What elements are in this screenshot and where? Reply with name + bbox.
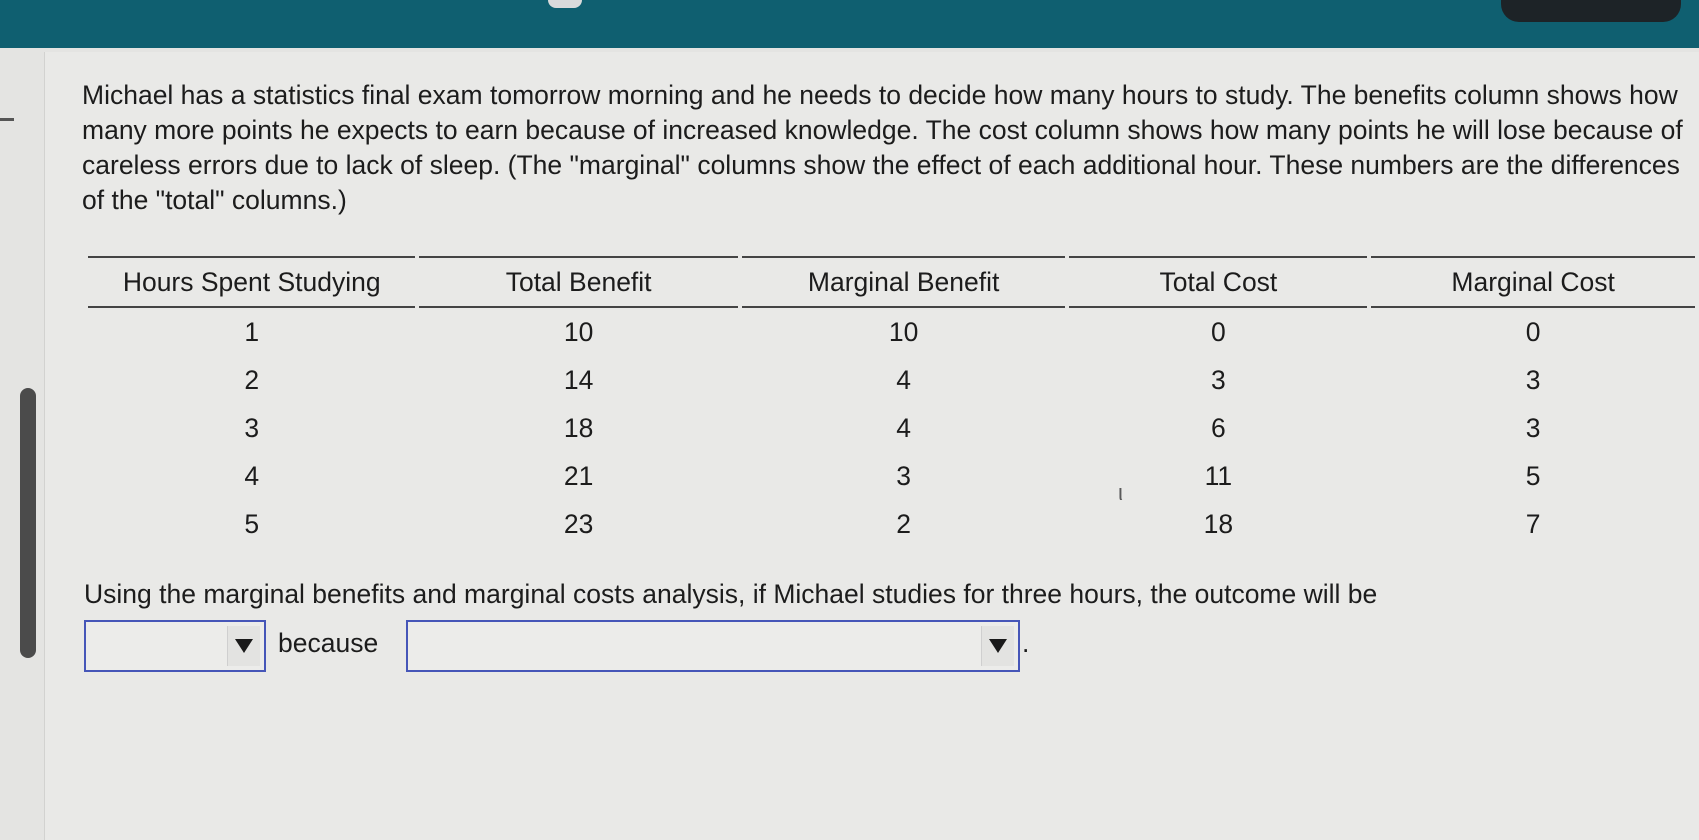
cell-total-cost: 11 <box>1204 460 1233 491</box>
header-marginal-cost: Marginal Cost <box>1371 256 1695 308</box>
header-notch <box>548 0 582 8</box>
table-row <box>88 356 1695 404</box>
cell-total-cost: 18 <box>1203 508 1234 539</box>
triangle-down-icon[interactable] <box>227 626 260 666</box>
sentence-period: . <box>1022 628 1030 658</box>
cell-total-benefit: 10 <box>563 316 594 347</box>
triangle-down-icon[interactable] <box>981 626 1014 666</box>
header-hours-spent-studying: Hours Spent Studying <box>88 256 415 308</box>
table-row <box>88 404 1695 452</box>
cell-marginal-cost: 7 <box>1525 508 1541 539</box>
question-text: Michael has a statistics final exam tomorrow morning and he needs to decide how many hours to study. The benefits column shows how many more points he expects to earn because of increased knowledge. The cost column shows how many points he will lose because of careless errors due to lack of sleep. (The "marginal" columns show the effect of each additional hour. These numbers are the differences of the "total" columns.) <box>82 80 1683 215</box>
cell-marginal-cost: 3 <box>1525 364 1541 395</box>
cell-hours: 2 <box>244 364 260 395</box>
cell-total-benefit: 14 <box>563 364 594 395</box>
header-total-cost: Total Cost <box>1069 256 1367 308</box>
cell-marginal-benefit: 3 <box>896 460 912 491</box>
cell-marginal-cost: 5 <box>1525 460 1541 491</box>
scrollbar[interactable] <box>20 388 36 658</box>
cell-hours: 4 <box>244 460 260 491</box>
cell-marginal-benefit: 4 <box>896 364 912 395</box>
prompt-text: Using the marginal benefits and marginal costs analysis, if Michael studies for three hours, the outcome will be <box>84 579 1378 609</box>
cell-marginal-benefit: 4 <box>896 412 912 443</box>
data-table <box>84 256 1699 548</box>
left-edge-mark <box>0 118 14 121</box>
table-row <box>88 308 1695 356</box>
outcome-dropdown[interactable] <box>84 620 266 672</box>
reason-dropdown[interactable] <box>406 620 1020 672</box>
header-pill <box>1501 0 1681 22</box>
cell-total-cost: 3 <box>1211 364 1226 395</box>
cell-marginal-benefit: 10 <box>888 316 919 347</box>
cell-total-cost: 0 <box>1211 316 1226 347</box>
header-marginal-benefit: Marginal Benefit <box>742 256 1066 308</box>
cell-hours: 1 <box>244 316 260 347</box>
header-total-benefit: Total Benefit <box>419 256 737 308</box>
cell-marginal-cost: 0 <box>1525 316 1541 347</box>
cell-marginal-benefit: 2 <box>896 508 912 539</box>
pen-mark: ι <box>1118 480 1123 505</box>
cell-total-cost: 6 <box>1211 412 1226 443</box>
because-label: because <box>278 628 379 658</box>
cell-total-benefit: 18 <box>563 412 594 443</box>
cell-marginal-cost: 3 <box>1525 412 1541 443</box>
table-row <box>88 452 1695 500</box>
top-header-bar <box>0 0 1699 48</box>
table-row <box>88 500 1695 548</box>
cell-total-benefit: 21 <box>563 460 594 491</box>
table-header-row <box>88 256 1695 308</box>
cell-hours: 5 <box>244 508 260 539</box>
cell-hours: 3 <box>244 412 260 443</box>
cell-total-benefit: 23 <box>563 508 594 539</box>
